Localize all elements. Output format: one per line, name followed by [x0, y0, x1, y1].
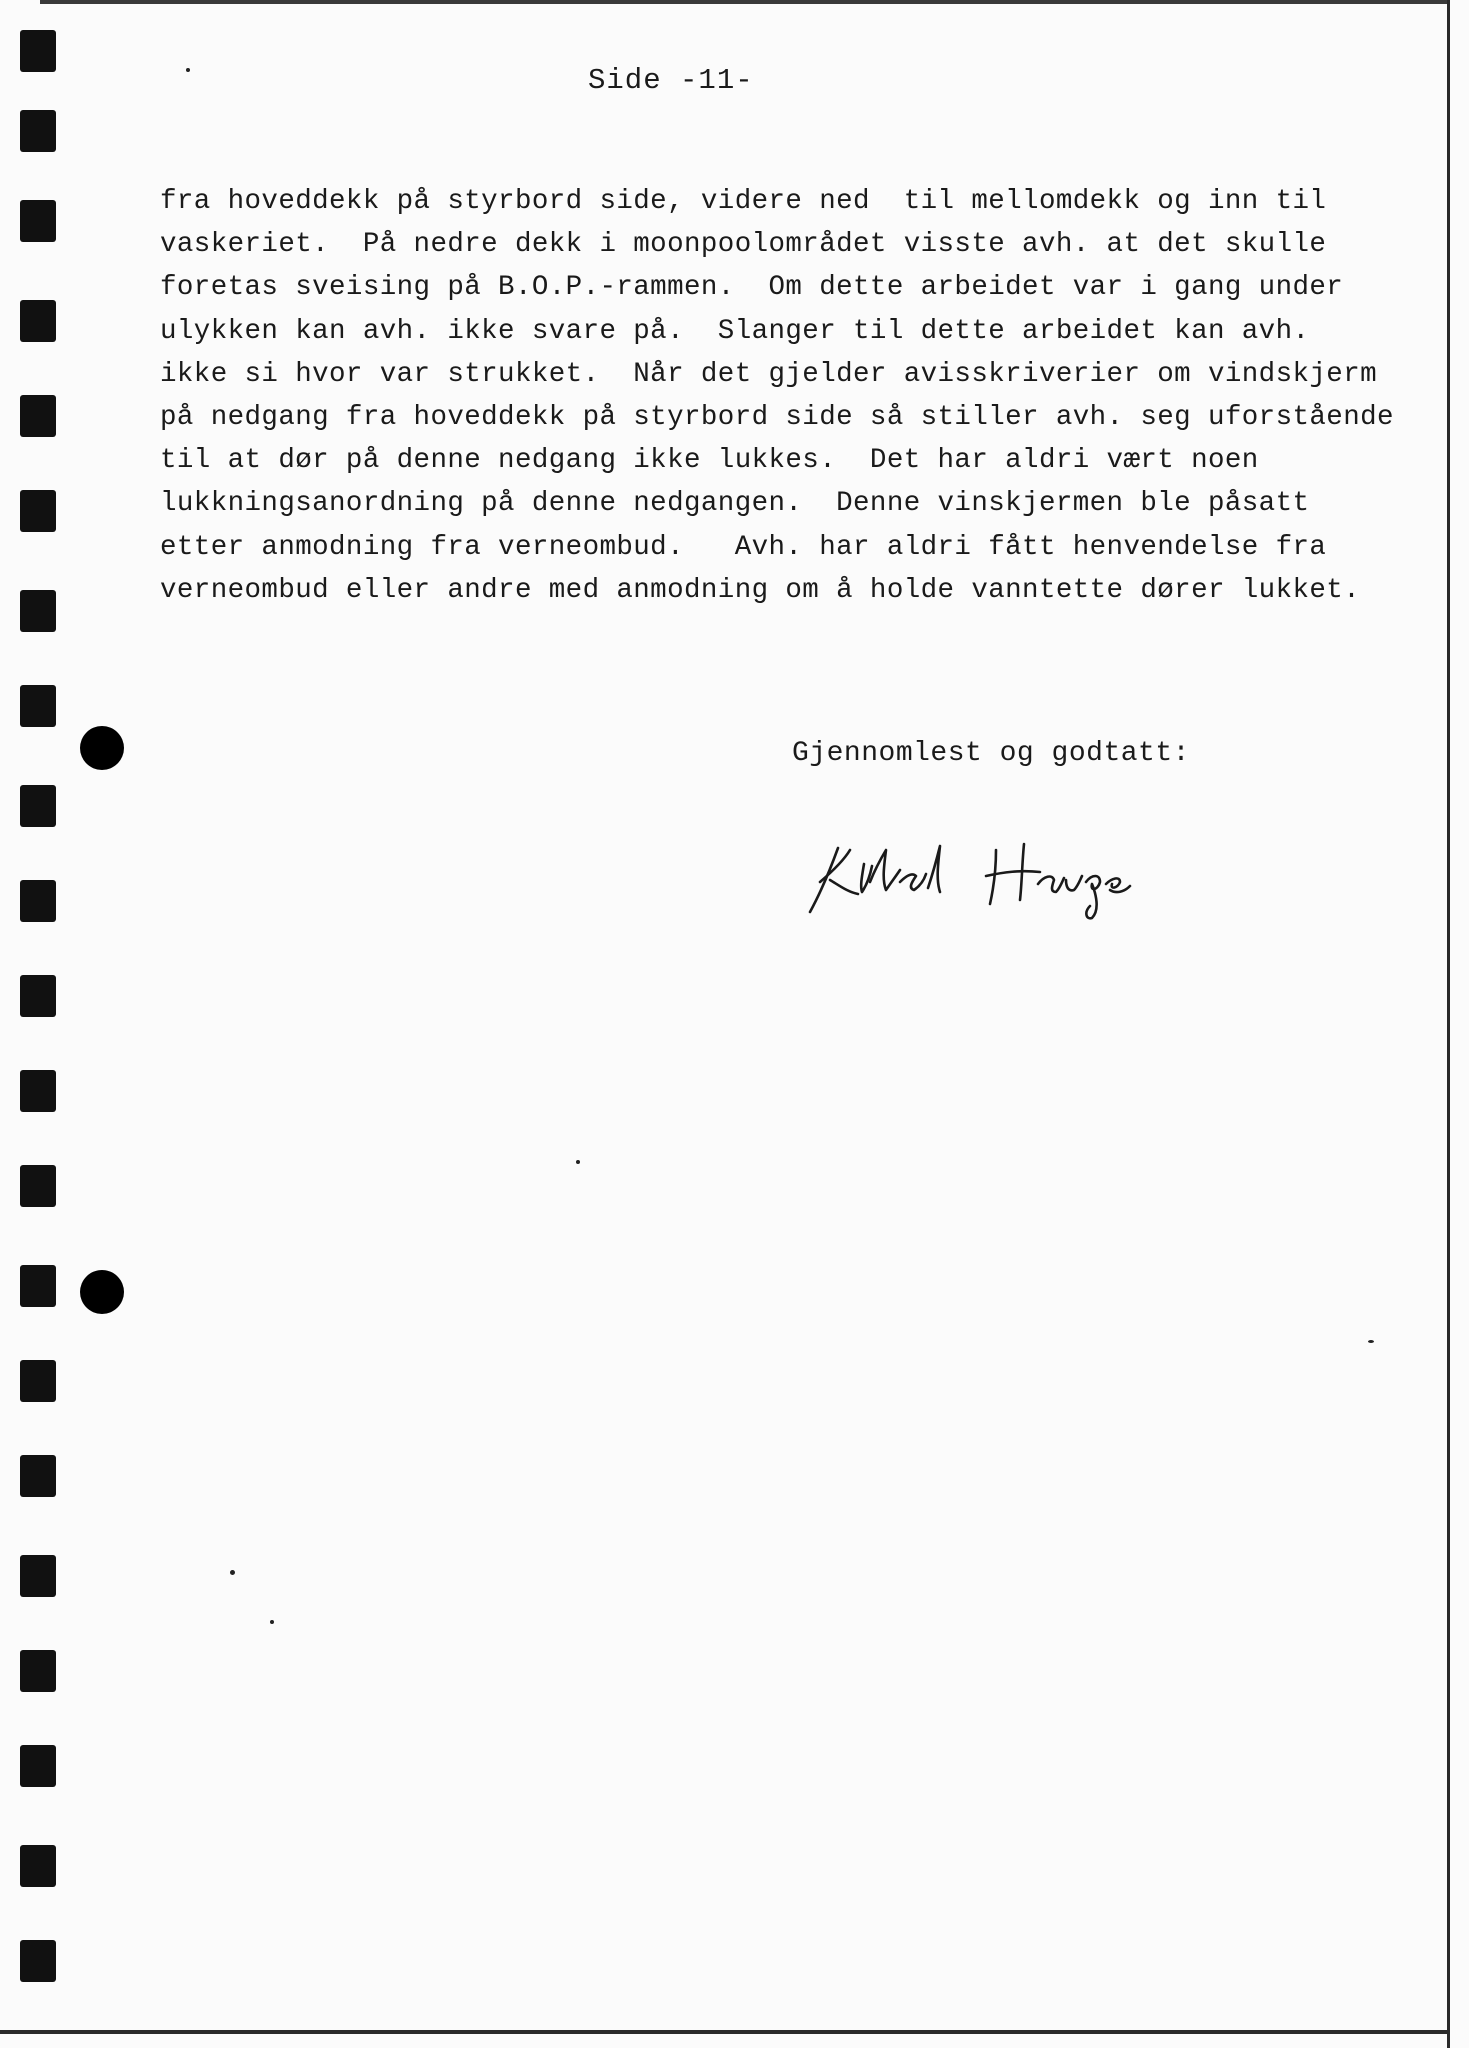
body-line: ikke si hvor var strukket. Når det gjelder avisskriverier om vindskjerm — [160, 358, 1377, 390]
binding-mark — [20, 1745, 56, 1787]
binding-mark — [20, 785, 56, 827]
binding-mark — [20, 1650, 56, 1692]
body-line: ulykken kan avh. ikke svare på. Slanger til dette arbeidet kan avh. — [160, 315, 1310, 347]
binding-mark — [20, 1455, 56, 1497]
scan-speck — [1368, 1340, 1374, 1343]
binding-mark — [20, 395, 56, 437]
binding-mark — [20, 30, 56, 72]
binding-mark — [20, 590, 56, 632]
punch-hole — [80, 726, 124, 770]
scan-speck — [230, 1570, 235, 1575]
binding-mark — [20, 975, 56, 1017]
binding-mark — [20, 1165, 56, 1207]
binding-mark — [20, 110, 56, 152]
scan-right-edge — [1447, 0, 1450, 2048]
body-line: til at dør på denne nedgang ikke lukkes. Det har aldri vært noen — [160, 445, 1259, 477]
punch-hole — [80, 1270, 124, 1314]
binding-mark — [20, 880, 56, 922]
statement-body — [160, 180, 1420, 612]
handwritten-signature — [800, 820, 1180, 920]
body-line: lukkningsanordning på denne nedgangen. Denne vinskjermen ble påsatt — [160, 488, 1310, 520]
binding-mark — [20, 490, 56, 532]
body-line: verneombud eller andre med anmodning om å holde vanntette dører lukket. — [160, 574, 1361, 606]
binding-mark — [20, 1555, 56, 1597]
scan-speck — [576, 1160, 580, 1164]
body-line: etter anmodning fra verneombud. Avh. har aldri fått henvendelse fra — [160, 531, 1327, 563]
binding-mark — [20, 1845, 56, 1887]
binding-mark — [20, 1360, 56, 1402]
binding-mark — [20, 200, 56, 242]
body-line: vaskeriet. På nedre dekk i moonpoolområdet visste avh. at det skulle — [160, 229, 1327, 261]
scan-bottom-edge — [0, 2030, 1450, 2034]
scan-speck — [270, 1620, 274, 1624]
scan-top-edge — [40, 0, 1450, 4]
binding-mark — [20, 1940, 56, 1982]
binding-mark — [20, 1070, 56, 1112]
body-line: foretas sveising på B.O.P.-rammen. Om dette arbeidet var i gang under — [160, 272, 1344, 304]
body-line: fra hoveddekk på styrbord side, videre ned til mellomdekk og inn til — [160, 186, 1327, 217]
binding-mark — [20, 1265, 56, 1307]
body-line: på nedgang fra hoveddekk på styrbord side så stiller avh. seg uforstående — [160, 401, 1394, 433]
binding-strip — [0, 0, 60, 2048]
binding-mark — [20, 685, 56, 727]
approval-statement: Gjennomlest og godtatt: — [792, 738, 1190, 769]
scan-speck — [186, 68, 190, 72]
binding-mark — [20, 300, 56, 342]
page-number-label: Side -11- — [588, 64, 754, 97]
